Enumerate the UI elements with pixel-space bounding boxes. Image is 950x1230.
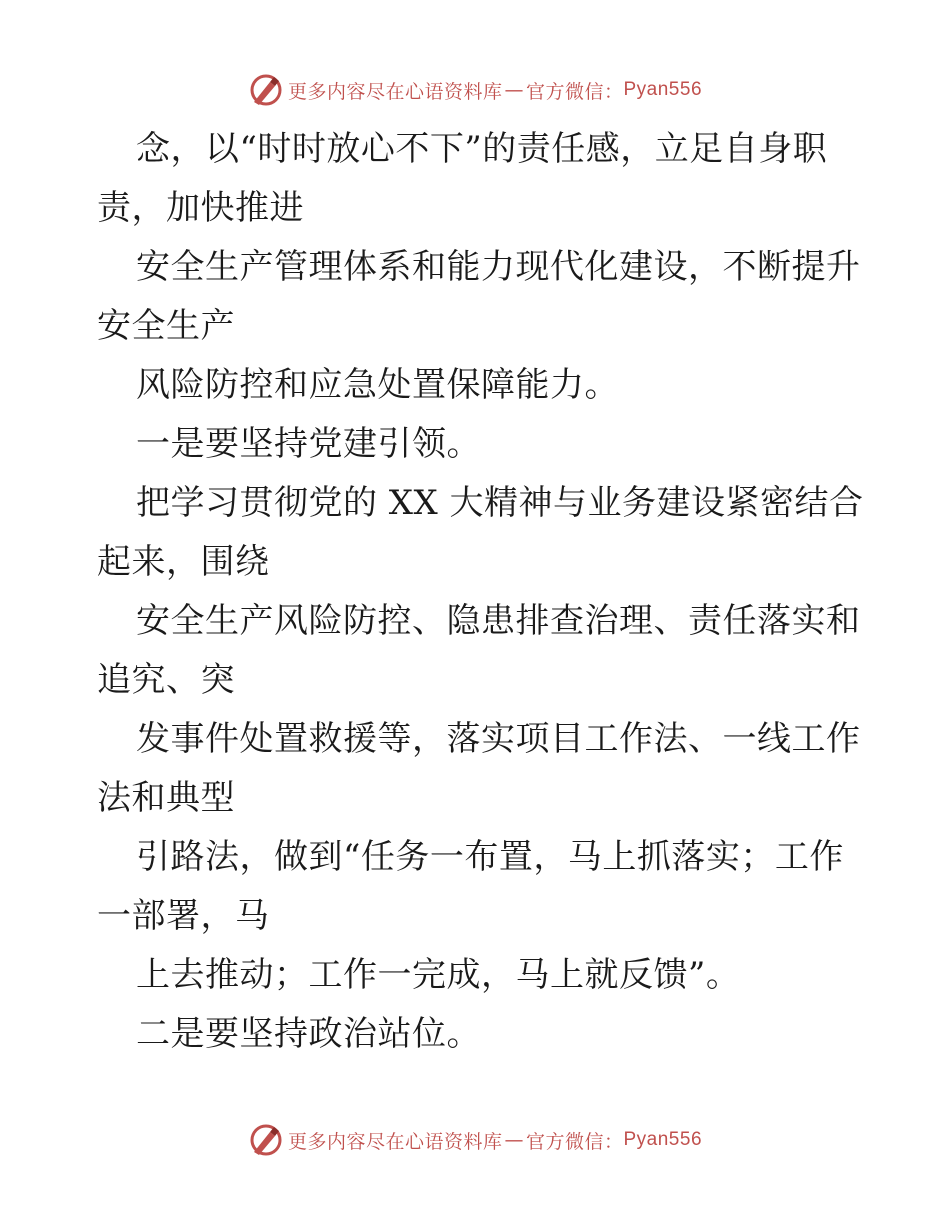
- body-line: 安全生产管理体系和能力现代化建设，不断提升: [136, 247, 861, 287]
- watermark-contact-label: 官方微信：: [525, 1130, 624, 1153]
- section-heading: 一是要坚持党建引领。: [136, 424, 481, 464]
- body-line: 念，以“时时放心不下”的责任感，立足自身职: [136, 129, 828, 169]
- section-heading: 二是要坚持政治站位。: [136, 1014, 481, 1054]
- body-line: 安全生产风险防控、隐患排查治理、责任落实和: [136, 601, 861, 641]
- watermark-contact-label: 官方微信：: [525, 80, 624, 103]
- body-line: 起来，围绕: [97, 542, 270, 582]
- watermark-separator: —: [504, 79, 524, 101]
- body-line: 引路法，做到“任务一布置，马上抓落实；工作: [136, 837, 844, 877]
- watermark-contact-id: Pyan556: [623, 1129, 703, 1150]
- watermark-contact-id: Pyan556: [623, 79, 703, 100]
- body-line: 发事件处置救援等，落实项目工作法、一线工作: [136, 719, 861, 759]
- pen-logo-icon: [248, 1122, 284, 1158]
- watermark-text: 更多内容尽在心语资料库: [287, 80, 503, 103]
- body-line: 法和典型: [97, 778, 235, 818]
- footer-watermark: [0, 1120, 950, 1160]
- body-line: 上去推动；工作一完成，马上就反馈”。: [136, 955, 741, 995]
- body-line: 责，加快推进: [97, 188, 304, 228]
- pen-logo-icon: [248, 72, 284, 108]
- body-line: 安全生产: [97, 306, 235, 346]
- watermark-separator: —: [504, 1129, 524, 1151]
- header-watermark: [0, 70, 950, 110]
- document-body: [97, 120, 864, 1064]
- body-line: 追究、突: [97, 660, 235, 700]
- body-line: 风险防控和应急处置保障能力。: [136, 365, 619, 405]
- body-line: 把学习贯彻党的 XX 大精神与业务建设紧密结合: [136, 483, 864, 523]
- body-line: 一部署，马: [97, 896, 270, 936]
- watermark-text: 更多内容尽在心语资料库: [287, 1130, 503, 1153]
